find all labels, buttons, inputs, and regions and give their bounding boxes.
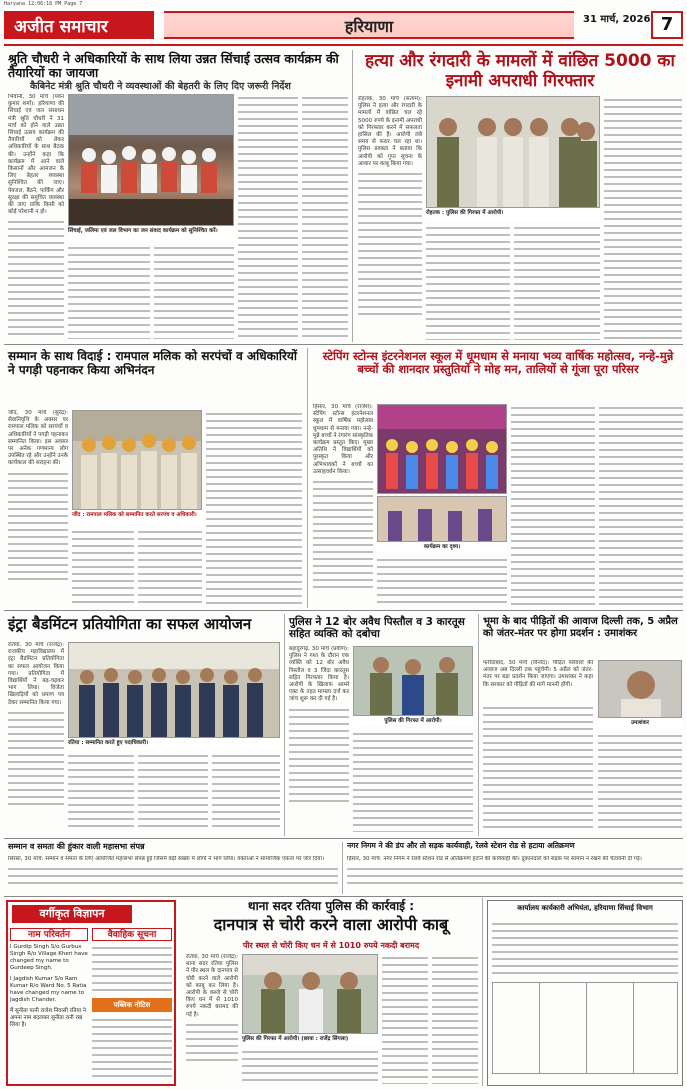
- farewell-photo-caption: जींद : रामपाल मलिक को सम्मानित करते सरपंच व अधिकारी।: [72, 510, 202, 524]
- story-theft-headline[interactable]: दानपात्र से चोरी करने वाला आरोपी काबू: [213, 915, 449, 934]
- classified-column-right: [92, 944, 172, 994]
- masthead-rule: [4, 44, 683, 46]
- story-reward-body: रोहतक, 30 मार्च (सत्यम): पुलिस ने हत्या और रंगदारी के मामलों में वांछित चल रहे 5000 रुपये के इनामी अपराधी को गिरफ्तार करने में सफलता हासिल की है। आरोपी लंबे समय से फरार चल रहा था। पुलिस प्रवक्ता ने बताया कि आरोपी को गुप्त सूचना के आधार पर काबू किया गया।: [358, 96, 422, 340]
- story-minister-headline[interactable]: श्रुति चौधरी ने अधिकारियों के साथ लिया उन्नत सिंचाई उत्सव कार्यक्रम की तैयारियों का जायजा: [8, 51, 339, 81]
- column-divider: [478, 614, 479, 836]
- story-theft-body-col4: [432, 954, 478, 1084]
- body-text-lines: [483, 704, 593, 832]
- story-theft-body-col2: [242, 1048, 378, 1084]
- badminton-photo-caption: रतिया : सम्मानित करते हुए पदाधिकारी।: [68, 738, 280, 750]
- brief-right-headline[interactable]: नगर निगम ने की डंप और तो सड़क कार्यवाही, रेलवे स्टेशन रोड से हटाया अतिक्रमण: [347, 841, 575, 850]
- school-event-photo: [377, 404, 507, 494]
- portrait-illustration: [599, 661, 682, 718]
- story-school-body-col3: [511, 404, 595, 608]
- body-text-lines: [8, 470, 68, 580]
- body-text-lines: [186, 1021, 238, 1061]
- story-badminton-body: रतिया, 30 मार्च (राजेंद्र): राजकीय महाविद्यालय में इंट्रा बैडमिंटन प्रतियोगिता का सफल आयोजन किया गया। प्रतियोगिता में विद्यार्थियों ने बढ़-चढ़कर भाग लिया। विजेता खिलाड़ियों को प्रमाण पत्र देकर सम्मानित किया गया।: [8, 642, 64, 832]
- pistols-photo: [353, 646, 473, 716]
- body-text-lines: [68, 752, 134, 832]
- body-text-lines: [358, 170, 422, 320]
- sports-group-illustration: [69, 643, 280, 738]
- public-notice-banner[interactable]: पब्लिक नोटिस: [92, 998, 172, 1012]
- body-text-lines: [426, 224, 510, 340]
- section-rule: [4, 838, 683, 839]
- story-theft-kicker: थाना सदर रतिया पुलिस की कार्रवाई :: [247, 899, 415, 913]
- minister-meeting-photo: [68, 94, 234, 226]
- section-rule: [4, 896, 683, 897]
- column-divider: [352, 50, 353, 342]
- body-text-lines: [154, 244, 234, 339]
- body-text-lines: [599, 404, 683, 608]
- body-text-lines: [382, 954, 428, 1084]
- story-reward-body-col4: [604, 96, 682, 340]
- classified-item: I Jagdish Kumar S/o Ram Kumar R/o Ward No. 5 Ratia have changed my name to Jagdish Chander.: [10, 976, 87, 1003]
- name-change-label[interactable]: नाम परिवर्तन: [10, 928, 88, 941]
- story-minister-body-col2: [68, 244, 150, 339]
- brief-left-headline[interactable]: सम्मान व समता की हुंकार वाली महासभा संपन्न: [8, 842, 145, 851]
- classified-column-left: [10, 944, 88, 1082]
- classified-column-right-lower: [92, 1016, 172, 1082]
- body-text-lines: [8, 865, 338, 885]
- body-text-lines: [8, 709, 64, 809]
- body-text-lines: [242, 1048, 378, 1084]
- body-text-lines: [138, 528, 202, 606]
- story-school-body-col2: [377, 556, 507, 608]
- story-farewell-body-col2: [72, 528, 134, 606]
- column-divider: [284, 614, 285, 836]
- minister-photo-caption: सिंचाई, जलिमा एवं जल विभाग का जन संवाद कार्यक्रम को सुनिश्चित करें।: [68, 226, 234, 240]
- story-minister-subhead: कैबिनेट मंत्री श्रुति चौधरी ने व्यवस्थाओं की बेहतरी के लिए दिए जरूरी निर्देश: [30, 81, 291, 92]
- story-school-body: हिसार, 30 मार्च (राजेश): स्टेपिंग स्टोन्स इंटरनेशनल स्कूल में वार्षिक महोत्सव धूमधाम से मनाया गया। नन्हे-मुन्ने बच्चों ने रंगारंग सांस्कृतिक कार्यक्रम प्रस्तुत किए। मुख्य अतिथि ने विद्यार्थियों को पुरस्कृत किया और अभिभावकों ने बच्चों का उत्साहवर्धन किया।: [313, 404, 373, 608]
- story-school-body-col4: [599, 404, 683, 608]
- newspaper-brand[interactable]: अजीत समाचार: [4, 11, 154, 39]
- protest-leader-photo: [598, 660, 682, 718]
- classifieds-title: वर्गीकृत विज्ञापन: [12, 905, 132, 923]
- print-line: Haryana 12:06:18 PM Page 7: [4, 1, 83, 7]
- brief-right-body: हिसार, 30 मार्च: नगर निगम ने रेलवे स्टेशन रोड से अतिक्रमण हटाने की कार्यवाही की। दुकानदारों को सड़क पर सामान न रखने की चेतावनी दी गई।: [347, 856, 683, 892]
- classified-item: मैं सुनीता पत्नी राजेश निवासी रतिया ने अपना नाम बदलकर सुनीता रानी रख लिया है।: [10, 1008, 86, 1028]
- arrest-photo-caption: रोहतक : पुलिस की गिरफ्त में आरोपी।: [426, 208, 600, 220]
- story-pistols-body: बहादुरगढ़, 30 मार्च (प्रवीण): पुलिस ने गश्त के दौरान एक व्यक्ति को 12 बोर अवैध पिस्तौल व 3 जिंदा कारतूस सहित गिरफ्तार किया है। आरोपी के खिलाफ आर्म्स एक्ट के तहत मामला दर्ज कर जांच शुरू कर दी गई है।: [289, 646, 349, 832]
- body-text-lines: [347, 865, 683, 885]
- story-pistols-body-col2: [353, 730, 473, 832]
- section-rule: [4, 610, 683, 611]
- story-farewell-body-col3: [138, 528, 202, 606]
- body-text-lines: [68, 244, 150, 339]
- story-reward-body-col2: [426, 224, 510, 340]
- story-reward-body-col3: [514, 224, 600, 340]
- body-text-lines: [511, 404, 595, 608]
- government-notice-body: [492, 920, 678, 1082]
- story-badminton-body-col4: [212, 752, 280, 832]
- arrest-photo: [426, 96, 600, 208]
- body-text-lines: [212, 752, 280, 832]
- school-award-photo: [377, 496, 507, 542]
- matrimonial-label[interactable]: वैवाहिक सूचना: [92, 928, 172, 941]
- body-text-lines: [238, 94, 298, 339]
- page-number: 7: [651, 11, 683, 39]
- story-farewell-body-col4: [206, 410, 302, 606]
- classified-item: I Gurdip Singh S/o Gurbux Singh R/o Village Kheri have changed my name to Gurdeep Singh.: [10, 944, 88, 971]
- body-text-lines: [289, 706, 349, 806]
- police-accused-illustration: [243, 955, 378, 1034]
- story-minister-body-col5: [302, 94, 348, 339]
- section-title: हरियाणा: [164, 11, 574, 39]
- story-theft-body: रतिया, 30 मार्च (राजेंद्र): थाना सदर रतिया पुलिस ने पीर स्थल के दानपात्र से चोरी करने वाले आरोपी को काबू कर लिया है। आरोपी के कब्जे से चोरी किए धन में से 1010 रुपये नकदी बरामद की गई है।: [186, 954, 238, 1084]
- story-badminton-body-col3: [138, 752, 208, 832]
- section-rule: [4, 344, 683, 345]
- body-text-lines: [604, 96, 682, 340]
- farewell-photo: [72, 410, 202, 510]
- body-text-lines: [598, 732, 682, 832]
- issue-date: 31 मार्च, 2026: [583, 14, 651, 25]
- government-notice-header: कार्यालय कार्यकारी अभियंता, हरियाणा सिंचाई विभाग: [517, 904, 653, 912]
- date-block: [583, 9, 683, 41]
- brief-left-body: सिरसा, 30 मार्च: सम्मान व समता के लिए आयोजित महासभा संपन्न हुई जिसमें बड़ी संख्या में लोगों ने भाग लिया। वक्ताओं ने सामाजिक एकता पर जोर दिया।: [8, 856, 338, 892]
- body-text-lines: [206, 410, 302, 606]
- body-text-lines: [514, 224, 600, 340]
- body-text-lines: [72, 528, 134, 606]
- story-minister-body-col3: [154, 244, 234, 339]
- story-reward-headline[interactable]: हत्या और रंगदारी के मामलों में वांछित 5000 का इनामी अपराधी गिरफ्तार: [365, 51, 675, 91]
- award-ceremony-illustration: [378, 497, 507, 542]
- body-text-lines: [8, 218, 64, 339]
- masthead: [4, 9, 683, 41]
- story-theft-subhead: पीर स्थल से चोरी किए धन में से 1010 रुपये नकदी बरामद: [242, 941, 420, 950]
- body-text-lines: [302, 94, 348, 339]
- story-protest-body-col3: [598, 732, 682, 832]
- story-farewell-headline[interactable]: सम्मान के साथ विदाई : रामपाल मलिक को सरपंचों व अधिकारियों ने पगड़ी पहनाकर किया अभिनंदन: [8, 349, 297, 377]
- stage-performance-illustration: [378, 405, 507, 494]
- column-divider: [482, 898, 483, 1086]
- column-divider: [342, 842, 343, 894]
- story-badminton-body-col2: [68, 752, 134, 832]
- protest-photo-caption: उमाशंकर: [598, 718, 682, 728]
- story-theft-body-col3: [382, 954, 428, 1084]
- story-protest-body-col2: [483, 704, 593, 832]
- police-group-illustration: [427, 97, 600, 208]
- notice-table: [492, 982, 678, 1074]
- body-text-lines: [138, 752, 208, 832]
- story-minister-body: भिवानी, 30 मार्च (पवन कुमार शर्मा): हरियाणा की सिंचाई एवं जल संसाधन मंत्री श्रुति चौधरी ने 31 मार्च को होने वाले उन्नत सिंचाई उत्सव कार्यक्रम की तैयारियों को लेकर अधिकारियों के साथ बैठक की। उन्होंने कहा कि कार्यक्रम में आने वाले किसानों और आमजन के लिए बेहतर व्यवस्था सुनिश्चित की जाए। पेयजल, बैठने, पार्किंग और सुरक्षा की समुचित व्यवस्था की जाए ताकि किसी को कोई परेशानी न हो।: [8, 94, 64, 339]
- body-text-lines: [432, 954, 478, 1084]
- body-text-lines: [92, 1016, 172, 1082]
- theft-photo-caption: पुलिस की गिरफ्त में आरोपी। (छाया : राजेंद्र सिंगला): [242, 1034, 378, 1046]
- body-text-lines: [92, 944, 172, 994]
- badminton-photo: [68, 642, 280, 738]
- story-farewell-body: जींद, 30 मार्च (सुरेंद्र): सेवानिवृत्ति के अवसर पर रामपाल मलिक को सरपंचों व अधिकारियों ने पगड़ी पहनाकर सम्मानित किया। इस अवसर पर अनेक गणमान्य लोग उपस्थित रहे और उन्होंने उनके कार्यकाल की सराहना की।: [8, 410, 68, 606]
- story-protest-body: फरीदाबाद, 30 मार्च (विनोद): पीड़ित परिवारों की आवाज अब दिल्ली तक पहुंचेगी। 5 अप्रैल को जंतर-मंतर पर बड़ा प्रदर्शन किया जाएगा। उमाशंकर ने कहा कि सरकार को पीड़ितों की मांगें माननी होंगी।: [483, 660, 593, 688]
- school-photo-caption: कार्यक्रम का दृश्य।: [377, 542, 507, 552]
- story-pistols-headline[interactable]: पुलिस ने 12 बोर अवैध पिस्तौल व 3 कारतूस सहित व्यक्ति को दबोचा: [289, 616, 465, 641]
- body-text-lines: [353, 730, 473, 832]
- police-arrest-illustration: [354, 647, 473, 716]
- theft-arrest-photo: [242, 954, 378, 1034]
- story-protest-headline[interactable]: भूमा के बाद पीड़ितों की आवाज दिल्ली तक, 5 अप्रैल को जंतर-मंतर पर होगा प्रदर्शन : उमाशंकर: [483, 616, 678, 639]
- meeting-crowd-illustration: [69, 95, 234, 226]
- notice-text-lines: [492, 920, 678, 976]
- farewell-group-illustration: [73, 411, 202, 510]
- story-badminton-headline[interactable]: इंट्रा बैडमिंटन प्रतियोगिता का सफल आयोजन: [8, 615, 252, 633]
- pistols-photo-caption: पुलिस की गिरफ्त में आरोपी।: [353, 716, 473, 726]
- body-text-lines: [377, 556, 507, 608]
- story-school-headline[interactable]: स्टेपिंग स्टोन्स इंटरनेशनल स्कूल में धूमधाम से मनाया भव्य वार्षिक महोत्सव, नन्हे-मुन्ने बच्चों की शानदार प्रस्तुतियों ने मोह मन, तालियों से गूंजा पूरा परिसर: [322, 349, 674, 377]
- story-minister-body-col4: [238, 94, 298, 339]
- body-text-lines: [313, 478, 373, 588]
- column-divider: [307, 348, 308, 608]
